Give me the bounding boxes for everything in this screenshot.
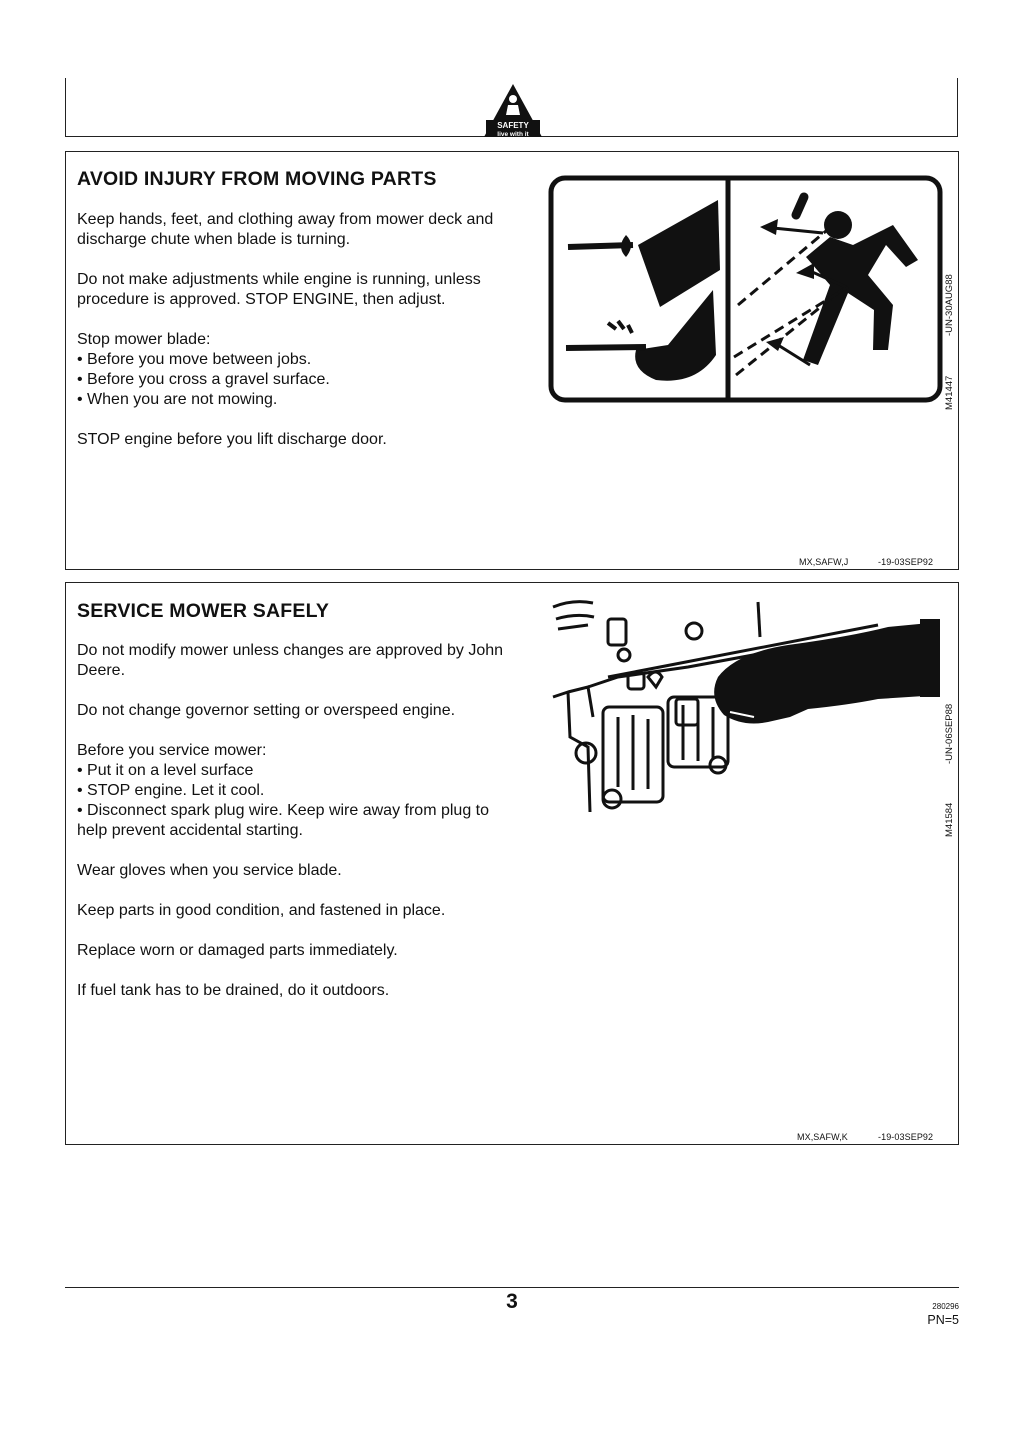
section-title: SERVICE MOWER SAFELY xyxy=(77,600,330,622)
ref-code: MX,SAFW,K xyxy=(797,1132,848,1142)
paragraph: If fuel tank has to be drained, do it outdoors. xyxy=(77,982,390,999)
figure-code: M41447 xyxy=(944,375,955,410)
section-body xyxy=(77,641,517,1021)
footer-rule xyxy=(65,1287,959,1288)
figure-ref: -UN-30AUG88 xyxy=(944,274,955,336)
section-title: AVOID INJURY FROM MOVING PARTS xyxy=(77,168,437,190)
section-body xyxy=(77,210,517,470)
list-intro: Stop mower blade: xyxy=(77,331,211,348)
section-avoid-injury xyxy=(65,151,959,570)
list-item: • When you are not mowing. xyxy=(77,391,278,408)
page-number: 3 xyxy=(506,1290,518,1313)
list-item: • Before you move between jobs. xyxy=(77,351,312,368)
list-intro: Before you service mower: xyxy=(77,742,267,759)
paragraph: Do not make adjustments while engine is running, unless procedure is approved. STOP ENGINE, then adjust. xyxy=(77,271,481,308)
ref-code: MX,SAFW,J xyxy=(799,557,849,567)
ref-date: -19-03SEP92 xyxy=(878,557,934,567)
list-item: • Put it on a level surface xyxy=(77,762,254,779)
list-item: • Before you cross a gravel surface. xyxy=(77,371,330,388)
paragraph: Wear gloves when you service blade. xyxy=(77,862,342,879)
paragraph: Do not change governor setting or overspeed engine. xyxy=(77,702,456,719)
paragraph: STOP engine before you lift discharge door. xyxy=(77,431,387,448)
glove-service-illustration xyxy=(548,597,943,822)
footer-code: 280296 xyxy=(932,1302,959,1311)
section-service-mower xyxy=(65,582,959,1145)
figure-ref: -UN-06SEP88 xyxy=(944,703,955,764)
moving-parts-illustration xyxy=(548,175,943,403)
footer-pn: PN=5 xyxy=(927,1313,959,1327)
paragraph: Do not modify mower unless changes are approved by John Deere. xyxy=(77,642,504,679)
list-item: • STOP engine. Let it cool. xyxy=(77,782,265,799)
logo-text-1: SAFETY xyxy=(497,121,529,130)
paragraph: Replace worn or damaged parts immediately. xyxy=(77,942,398,959)
ref-date: -19-03SEP92 xyxy=(878,1132,934,1142)
paragraph: Keep hands, feet, and clothing away from mower deck and discharge chute when blade is turning. xyxy=(77,211,494,248)
paragraph: Keep parts in good condition, and fastened in place. xyxy=(77,902,446,919)
safety-logo xyxy=(482,82,544,138)
figure-code: M41584 xyxy=(944,802,955,837)
list-item: • Disconnect spark plug wire. Keep wire away from plug to help prevent accidental starting. xyxy=(77,802,490,839)
logo-text-2: live with it xyxy=(497,131,529,138)
